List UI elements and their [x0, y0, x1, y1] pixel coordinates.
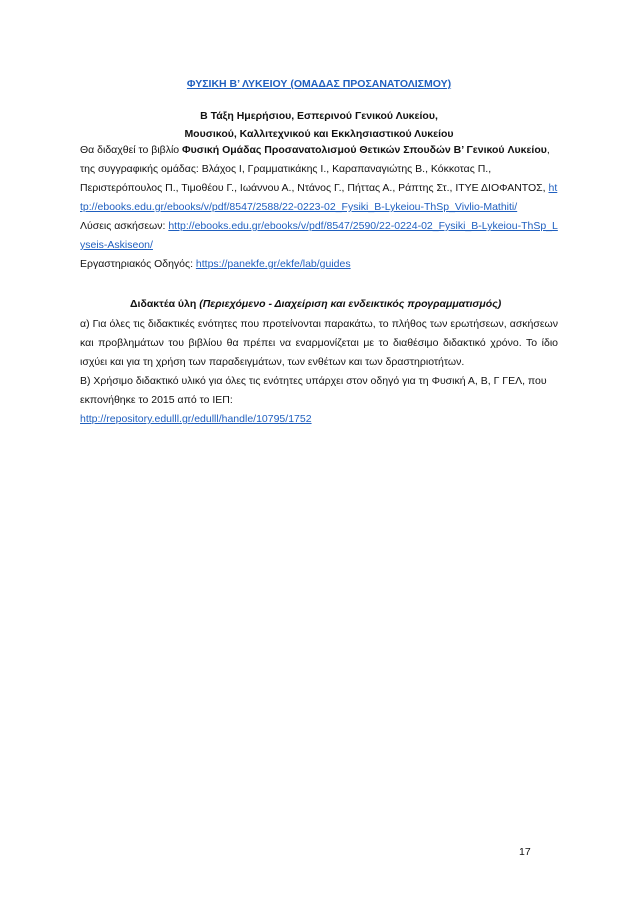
page-number: 17 [519, 846, 531, 858]
solutions-paragraph [80, 217, 558, 255]
point-a-paragraph: α) Για όλες τις διδακτικές ενότητες που προτείνονται παρακάτω, το πλήθος των ερωτήσεων, ασκήσεων και προβλημάτων του βιβλίου θα πρέπει να εναρμονίζεται με το διαθέσιμο διδακτικό χρόνο. Το ίδιο ισχύει και για τη χρήση των παραδειγμάτων, των ενθέτων και των δραστηριοτήτων. [80, 318, 558, 368]
lab-guide-link[interactable]: https://panekfe.gr/ekfe/lab/guides [195, 258, 351, 270]
book-link[interactable]: http://ebooks.edu.gr/ebooks/v/pdf/8547/2588/22-0223-02_Fysiki_B-Lykeiou-ThSp_Vivlio-Mathiti/ [80, 182, 558, 213]
intro-block [80, 141, 558, 274]
solutions-label: Λύσεις ασκήσεων: [80, 220, 169, 232]
lab-guide-label: Εργαστηριακός Οδηγός: [80, 258, 196, 270]
lab-guide-paragraph [80, 255, 558, 274]
authors-text: , της συγγραφικής ομάδας: Βλάχος Ι, Γραμματικάκης Ι., Καραπαναγιώτης Β., Κόκκοτας Π., Περιστερόπουλος Π., Τιμοθέου Γ., Ιωάννου Α., Ντάνος Γ., Πήττας Α., Ράπτης Στ., ΙΤΥΕ ΔΙΟΦΑΝΤΟΣ, [80, 144, 550, 194]
section-body [80, 315, 558, 429]
intro-text: Θα διδαχθεί το βιβλίο [80, 144, 183, 156]
point-b-paragraph: Β) Χρήσιμο διδακτικό υλικό για όλες τις ενότητες υπάρχει στον οδηγό για τη Φυσική Α, Β, Γ ΓΕΛ, που εκπονήθηκε το 2015 από το ΙΕΠ: [80, 375, 547, 406]
class-info-line-1: Β Τάξη Ημερήσιου, Εσπερινού Γενικού Λυκείου, [200, 110, 438, 122]
class-info [0, 107, 638, 143]
book-title-part-1: Φυσική Ομάδας Προσανατολισμού Θετικών Σπουδών Β’ Γενικού [182, 144, 505, 156]
section-heading [130, 298, 550, 310]
book-title-part-2: Λυκείου [507, 144, 547, 156]
section-heading-parenthetical: (Περιεχόμενο - Διαχείριση και ενδεικτικός προγραμματισμός) [199, 298, 502, 310]
solutions-link[interactable]: http://ebooks.edu.gr/ebooks/v/pdf/8547/2590/22-0224-02_Fysiki_B-Lykeiou-ThSp_Lyseis-Askiseon/ [80, 220, 558, 251]
page-title: ΦΥΣΙΚΗ Β’ ΛΥΚΕΙΟΥ (ΟΜΑΔΑΣ ΠΡΟΣΑΝΑΤΟΛΙΣΜΟΥ) [186, 78, 452, 90]
intro-paragraph [80, 141, 558, 217]
repository-link[interactable]: http://repository.edulll.gr/edulll/handle/10795/1752 [80, 413, 312, 425]
class-info-line-2: Μουσικού, Καλλιτεχνικού και Εκκλησιαστικού Λυκείου [184, 128, 454, 140]
point-b-link-line [80, 410, 558, 429]
section-heading-main: Διδακτέα ύλη [130, 298, 200, 310]
